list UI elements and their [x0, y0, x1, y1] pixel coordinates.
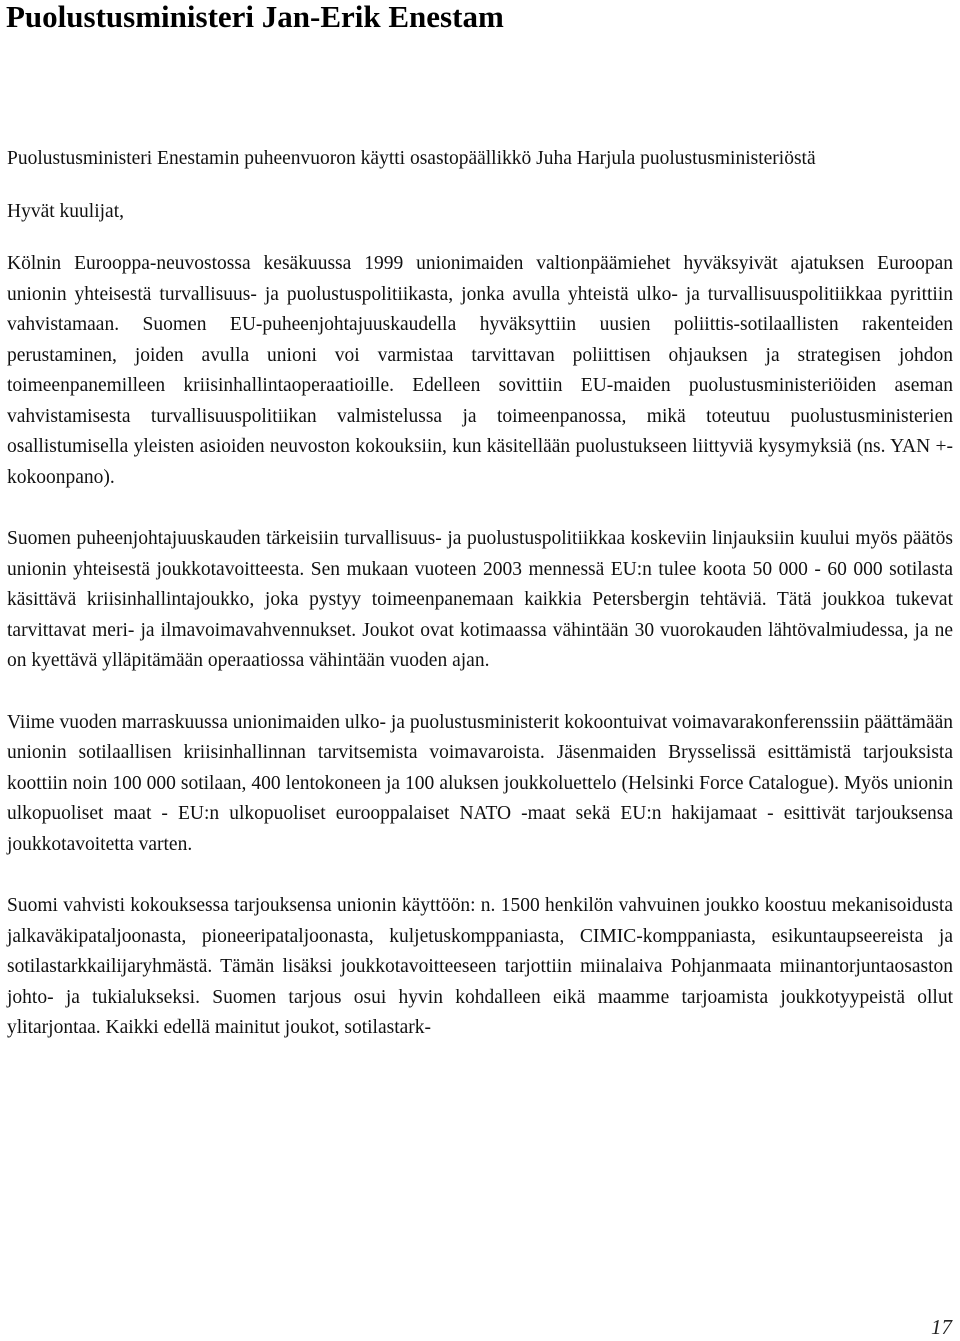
page-number: 17 [931, 1315, 952, 1339]
paragraph-headline-goal: Suomen puheenjohtajuuskauden tärkeisiin turvallisuus- ja puolustuspolitiikkaa koskeviin linjauksiin kuului myös päätös unionin yhteisestä joukkotavoitteesta. Sen mukaan vuoteen 2003 mennessä EU:n tulee koota 50 000 - 60 000 sotilasta käsittävä kriisinhallintajoukko, joka pystyy toimeenpanemaan kaikkia Petersbergin tehtäviä. Tätä joukkoa tukevat tarvittavat meri- ja ilmavoimavahvennukset. Joukot ovat kotimaassa vähintään 30 vuorokauden lähtövalmiudessa, ja ne on kyettävä ylläpitämään operaatiossa vähintään vuoden ajan. [7, 528, 953, 671]
document-title: Puolustusministeri Jan-Erik Enestam [6, 0, 504, 34]
document-body [7, 144, 953, 1044]
paragraph-greeting: Hyvät kuulijat, [7, 200, 124, 222]
paragraph-cologne-council: Kölnin Eurooppa-neuvostossa kesäkuussa 1999 unionimaiden valtionpäämiehet hyväksyivät ajatuksen Euroopan unionin yhteisestä turvallisuus- ja puolustuspolitiikasta, jonka avulla yhteistä ulko- ja turvallisuuspolitiikkaa pyrittiin vahvistamaan. Suomen EU-puheenjohtajuuskaudella hyväksyttiin uusien poliittis-sotilaallisten rakenteiden perustaminen, joiden avulla unioni voi varmistaa tarvittavan poliittisen ohjauksen ja strategisen johdon toimeenpanemilleen kriisinhallintaoperaatioille. Edelleen sovittiin EU-maiden puolustusministeriöiden aseman vahvistamisesta turvallisuuspolitiikan valmistelussa ja toimeenpanossa, mikä toteutuu puolustusministerien osallistumisella yleisten asioiden neuvoston kokouksiin, kun käsitellään puolustukseen liittyviä kysymyksiä (ns. YAN +-kokoonpano). [7, 253, 953, 488]
paragraph-intro: Puolustusministeri Enestamin puheenvuoron käytti osastopäällikkö Juha Harjula puolustusministeriöstä [7, 148, 816, 169]
paragraph-finland-offer: Suomi vahvisti kokouksessa tarjouksensa unionin käyttöön: n. 1500 henkilön vahvuinen joukko koostuu mekanisoidusta jalkaväkipataljoonasta, pioneeripataljoonasta, kuljetuskomppaniasta, CIMIC-komppaniasta, esikuntaupseereista ja sotilastarkkailijaryhmästä. Tämän lisäksi joukkotavoitteeseen tarjottiin miinalaiva Pohjanmaata miinantorjuntaosaston johto- ja tukialukseksi. Suomen tarjous osui hyvin kohdalleen eikä maamme tarjoamista joukkotyypeistä ollut ylitarjontaa. Kaikki edellä mainitut joukot, sotilastark- [7, 895, 953, 1038]
paragraph-capabilities-conference: Viime vuoden marraskuussa unionimaiden ulko- ja puolustusministerit kokoontuivat voimavarakonferenssiin päättämään unionin sotilaallisen kriisinhallinnan tarvitsemista voimavaroista. Jäsenmaiden Brysselissä esittämistä tarjouksista koottiin noin 100 000 sotilaan, 400 lentokoneen ja 100 aluksen joukkoluettelo (Helsinki Force Catalogue). Myös unionin ulkopuoliset maat - EU:n ulkopuoliset eurooppalaiset NATO -maat sekä EU:n hakijamaat - esittivät tarjouksensa joukkotavoitetta varten. [7, 711, 953, 855]
